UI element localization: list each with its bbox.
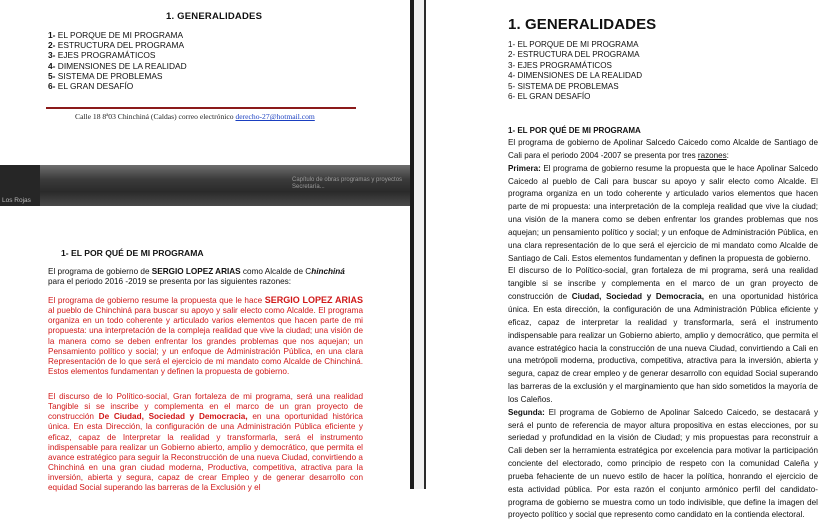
footer-rule	[46, 107, 356, 109]
right-document	[426, 0, 832, 520]
right-toc-item: 3- EJES PROGRAMÁTICOS	[508, 60, 612, 70]
left-red-paragraph-1: El programa de gobierno resume la propuesta que le hace SERGIO LOPEZ ARIAS al pueblo de Chinchiná para buscar su apoyo y salir electo como Alcalde. El programa organiza en un todo coherente y articulado varios elementos que hacen parte de mi propuesta: una interpretación de la compleja realidad que vive la ciudad; una visión de la manera como se deben enfrentar los grandes problemas que nos aquejan; un Pensamiento político y social; y un enfoque de Administración Pública, en una clara Representación de lo que será el ejercicio de mi mandato como Alcalde de Chinchiná. Estos elementos fundamentan y definen la propuesta de gobierno.	[48, 295, 363, 377]
left-section-heading: 1- EL POR QUÉ DE MI PROGRAMA	[61, 248, 204, 258]
left-page-2	[0, 206, 410, 493]
right-toc-item: 1- EL PORQUE DE MI PROGRAMA	[508, 40, 639, 49]
right-page-heading: 1. GENERALIDADES	[508, 16, 657, 33]
dock-label: Los Rojas	[2, 197, 31, 204]
right-paragraph-segunda: Segunda: El programa de Gobierno de Apolinar Salcedo Caicedo, se destacará y será el punto de referencia de mayor altura propositiva en estas elecciones, por su seriedad y profundidad en la visión de Ciudad; y mis propuestas para reconstruir a Cali deben ser la herramienta estratégica por excelencia para motivar la participación conciente del electorado, como principio de respeto con la comunidad Caleña y prueba fehaciente de un nuevo estilo de hacer la política, honrando el ejercicio de esta actividad pública. Por esta razón el conjunto armónico perfil del candidato-programa de gobierno se muestra como un todo indivisible, que define la imagen del proyecto político y social que represento como candidato en la contienda electoral.	[508, 407, 818, 520]
left-red-paragraph-2: El discurso de lo Político-social, Gran fortaleza de mi programa, será una realidad Tangible si se inscribe y complementa en el marco de un gran proyecto de construcción De Ciudad, Sociedad y Democracia, en una oportunidad histórica única. En esta Dirección, la configuración de una Administración Pública eficiente y eficaz, capaz de Interpretar la realidad y transformarla, será el instrumento indispensable para realizar un Gobierno abierto, amplio y democrático, que permita el avance estratégico para seguir la Reconstrucción de una nueva Ciudad, convirtiendo a Chinchiná en una gran ciudad moderna, Productiva, competitiva, atractiva para la inversión, abierta y segura, capaz de crear Empleo y de generar desarrollo con equidad Social superando las barreras de la Exclusión y el	[48, 392, 363, 493]
left-toc-list	[48, 30, 187, 91]
right-body-text	[508, 137, 818, 522]
left-toc-item: 3- EJES PROGRAMÁTICOS	[48, 50, 156, 61]
left-document	[0, 0, 410, 493]
background-window-text: Capítulo de obras programas y proyectos Secretaría...	[292, 177, 403, 190]
right-toc-item: 6- EL GRAN DESAFÍO	[508, 92, 591, 102]
right-intro-paragraph: El programa de gobierno de Apolinar Salcedo Caicedo como Alcalde de Santiago de Cali para el periodo 2004 -2007 se presenta por tres razones:	[508, 138, 818, 160]
footer-email-link[interactable]: derecho-27@hotmail.com	[235, 112, 315, 121]
right-toc-item: 2- ESTRUCTURA DEL PROGRAMA	[508, 50, 640, 60]
right-toc-item: 5- SISTEMA DE PROBLEMAS	[508, 81, 619, 91]
left-toc-item: 2- ESTRUCTURA DEL PROGRAMA	[48, 40, 185, 51]
left-page-heading: 1. GENERALIDADES	[166, 11, 263, 22]
page-footer: Calle 18 8ª03 Chinchiná (Caldas) correo electrónico derecho-27@hotmail.com	[75, 112, 315, 121]
left-page-1	[0, 0, 410, 165]
dock-strip	[0, 165, 40, 206]
left-toc-item: 4- DIMENSIONES DE LA REALIDAD	[48, 60, 187, 71]
left-intro-paragraph: El programa de gobierno de SERGIO LOPEZ ARIAS como Alcalde de Chinchiná para el periodo 2016 -2019 se presenta por las siguientes razones:	[48, 267, 345, 286]
left-toc-item: 1- EL PORQUE DE MI PROGRAMA	[48, 30, 184, 40]
right-toc-list	[508, 40, 642, 102]
right-paragraph-primera: Primera: El programa de gobierno resume la propuesta que le hace Apolinar Salcedo Caicedo al pueblo de Cali para buscar su apoyo y salir electo como Alcalde. El programa organiza en un todo coherente y articulado varios elementos que hacen parte de mi propuesta: una interpretación de la compleja realidad que vive la ciudad; una visión de la manera como se deben enfrentar los grandes problemas que nos aquejan; un pensamiento político y social; y un enfoque de Administración Pública, en una clara representación de lo que será el ejercicio de mi mandato como Alcalde de Santiago de Cali. Estos elementos fundamentan y definen la propuesta de gobierno.	[508, 163, 818, 263]
left-toc-item: 6- EL GRAN DESAFÍO	[48, 81, 134, 92]
window-divider-light	[414, 0, 424, 489]
right-toc-item: 4- DIMENSIONES DE LA REALIDAD	[508, 71, 643, 81]
right-section-heading: 1- EL POR QUÉ DE MI PROGRAMA	[508, 126, 641, 135]
left-toc-item: 5- SISTEMA DE PROBLEMAS	[48, 70, 163, 81]
right-paragraph-discurso: El discurso de lo Político-social, gran fortaleza de mi programa, será una realidad tangible si se inscribe y complementa en el marco de un gran proyecto de construcción de Ciudad, Sociedad y Democracia, en una oportunidad histórica única. En esta dirección, la configuración de una Administración Pública eficiente y eficaz, capaz de interpretar la realidad y transformarla, será el instrumento indispensable para realizar un Gobierno abierto, amplio y democrático, que permita el avance estratégico hacia la construcción de una nueva Ciudad, convirtiendo a Cali en una metrópoli moderna, productiva, competitiva, atractiva para la inversión, abierta y segura, capaz de crear empleo y de generar desarrollo con equidad Social superando las barreras de la exclusión y el marginamiento que han sido sometidos la mayoría de los Caleños.	[508, 266, 818, 404]
page-gap-background	[0, 165, 410, 206]
